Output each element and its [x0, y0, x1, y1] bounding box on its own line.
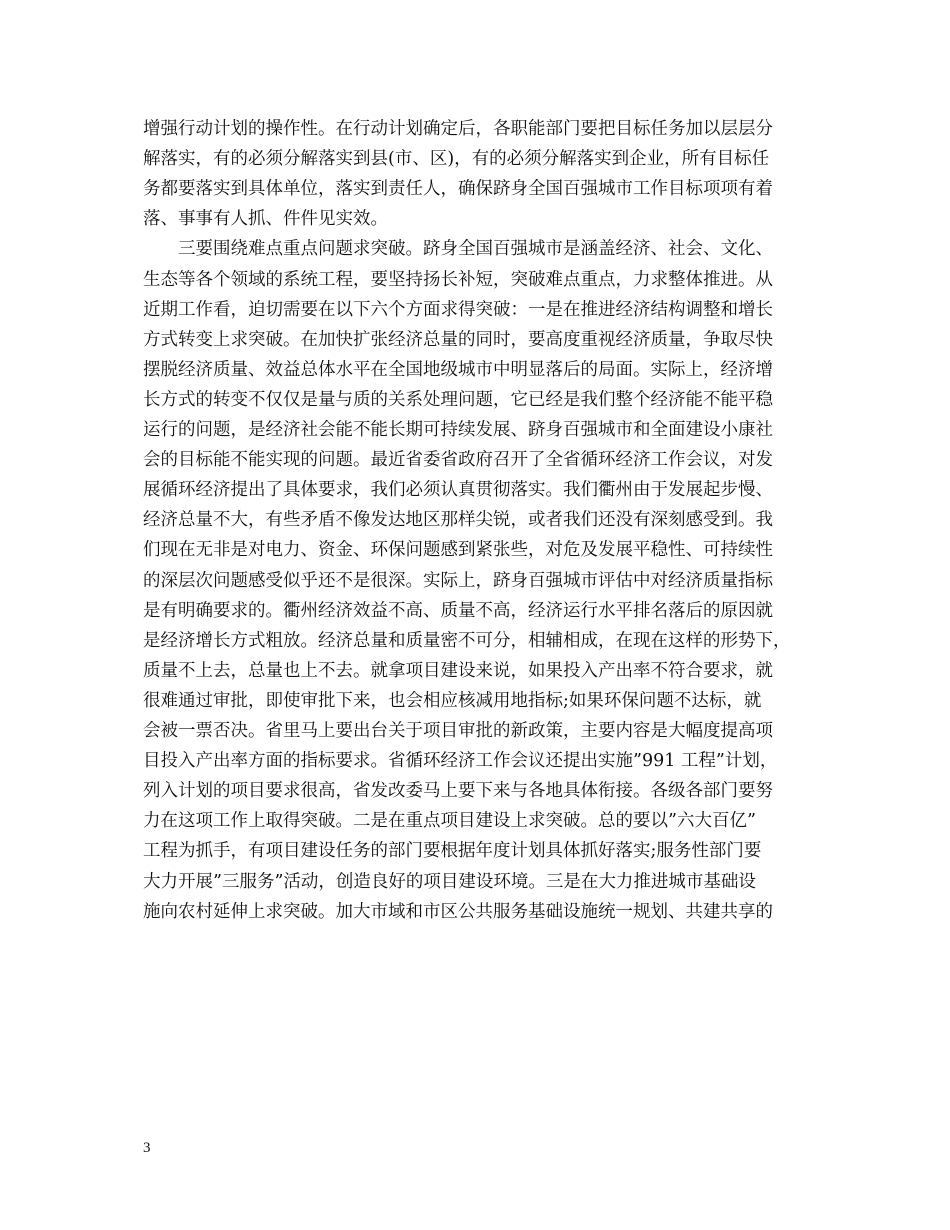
text-line: 三要围绕难点重点问题求突破。跻身全国百强城市是涵盖经济、社会、文化、 — [178, 239, 773, 259]
text-line: 会的目标能不能实现的问题。最近省委省政府召开了全省循环经济工作会议，对发 — [143, 450, 773, 470]
text-line: 的深层次问题感受似乎还不是很深。实际上，跻身百强城市评估中对经济质量指标 — [143, 571, 773, 591]
text-line: 是经济增长方式粗放。经济总量和质量密不可分，相辅相成，在现在这样的形势下， — [143, 631, 791, 651]
text-line: 方式转变上求突破。在加快扩张经济总量的同时，要高度重视经济质量，争取尽快 — [143, 330, 773, 350]
text-line: 经济总量不大，有些矛盾不像发达地区那样尖锐，或者我们还没有深刻感受到。我 — [143, 510, 773, 530]
text-line: 目投入产出率方面的指标要求。省循环经济工作会议还提出实施”991 工程”计划， — [143, 751, 778, 771]
text-line: 列入计划的项目要求很高，省发改委马上要下来与各地具体衔接。各级各部门要努 — [143, 781, 773, 801]
text-line: 生态等各个领域的系统工程，要坚持扬长补短，突破难点重点，力求整体推进。从 — [143, 270, 773, 290]
text-line: 落、事事有人抓、件件见实效。 — [143, 209, 388, 229]
text-line: 是有明确要求的。衢州经济效益不高、质量不高，经济运行水平排名落后的原因就 — [143, 601, 773, 621]
text-line: 质量不上去，总量也上不去。就拿项目建设来说，如果投入产出率不符合要求，就 — [143, 661, 773, 681]
text-line: 增强行动计划的操作性。在行动计划确定后，各职能部门要把目标任务加以层层分 — [143, 119, 773, 139]
text-line: 近期工作看，迫切需要在以下六个方面求得突破：一是在推进经济结构调整和增长 — [143, 300, 773, 320]
text-line: 解落实，有的必须分解落实到县(市、区)，有的必须分解落实到企业，所有目标任 — [143, 149, 770, 169]
text-line: 很难通过审批，即使审批下来，也会相应核减用地指标;如果环保问题不达标，就 — [143, 691, 762, 711]
text-line: 会被一票否决。省里马上要出台关于项目审批的新政策，主要内容是大幅度提高项 — [143, 721, 773, 741]
text-line: 们现在无非是对电力、资金、环保问题感到紧张些，对危及发展平稳性、可持续性 — [143, 540, 773, 560]
text-line: 力在这项工作上取得突破。二是在重点项目建设上求突破。总的要以”六大百亿” — [143, 811, 756, 831]
text-line: 运行的问题，是经济社会能不能长期可持续发展、跻身百强城市和全面建设小康社 — [143, 420, 773, 440]
text-line: 工程为抓手，有项目建设任务的部门要根据年度计划具体抓好落实;服务性部门要 — [143, 841, 762, 861]
text-line: 展循环经济提出了具体要求，我们必须认真贯彻落实。我们衢州由于发展起步慢、 — [143, 480, 773, 500]
text-line: 施向农村延伸上求突破。加大市域和市区公共服务基础设施统一规划、共建共享的 — [143, 902, 773, 922]
text-line: 摆脱经济质量、效益总体水平在全国地级城市中明显落后的局面。实际上，经济增 — [143, 360, 773, 380]
text-line: 务都要落实到具体单位，落实到责任人，确保跻身全国百强城市工作目标项项有着 — [143, 179, 773, 199]
text-line: 长方式的转变不仅仅是量与质的关系处理问题，它已经是我们整个经济能不能平稳 — [143, 390, 773, 410]
text-line: 大力开展”三服务”活动，创造良好的项目建设环境。三是在大力推进城市基础设 — [143, 872, 756, 892]
page-number: 3 — [143, 1140, 151, 1156]
